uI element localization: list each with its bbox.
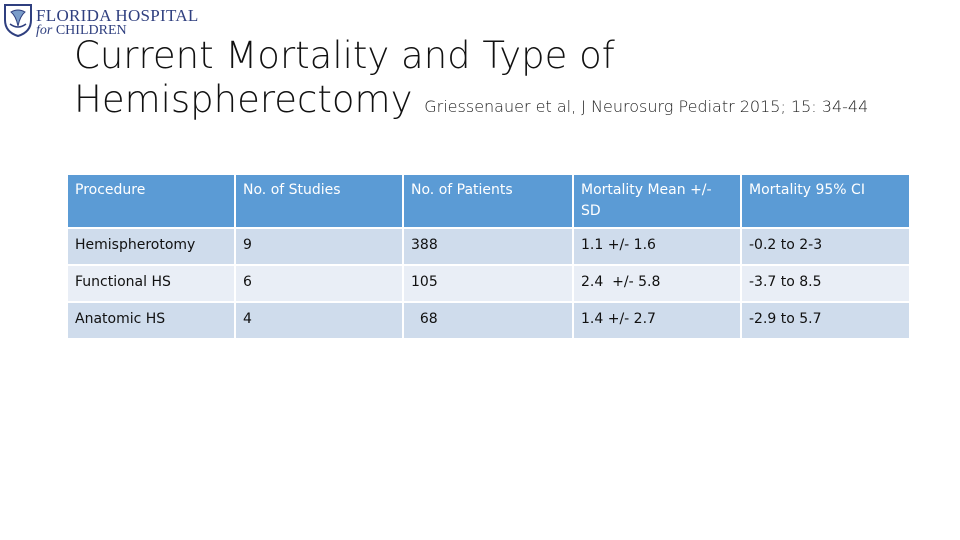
cell-studies: 6 [235, 265, 403, 302]
cell-patients: 388 [403, 228, 573, 265]
header-mortality-95-ci: Mortality 95% CI [741, 174, 910, 228]
header-procedure: Procedure [67, 174, 235, 228]
title-line2 [74, 78, 868, 129]
cell-procedure: Anatomic HS [67, 302, 235, 339]
table-header-row [67, 174, 910, 228]
cell-studies: 9 [235, 228, 403, 265]
citation: Griessenauer et al, J Neurosurg Pediatr 2015; 15: 34-44 [424, 97, 869, 116]
logo-text-line1: FLORIDA HOSPITAL [36, 6, 199, 25]
cell-mortality-ci: -3.7 to 8.5 [741, 265, 910, 302]
slide-title [74, 34, 868, 129]
cell-mortality-ci: -0.2 to 2-3 [741, 228, 910, 265]
header-mortality-mean-sd: Mortality Mean +/- SD [573, 174, 741, 228]
title-line1: Current Mortality and Type of [74, 34, 615, 77]
cell-procedure: Functional HS [67, 265, 235, 302]
mortality-table [66, 173, 911, 340]
cell-patients: 68 [403, 302, 573, 339]
table-row [67, 265, 910, 302]
cell-procedure: Hemispherotomy [67, 228, 235, 265]
title-line2-text: Hemispherectomy [74, 78, 413, 121]
cell-mortality-mean: 2.4 +/- 5.8 [573, 265, 741, 302]
header-no-of-studies: No. of Studies [235, 174, 403, 228]
cell-mortality-ci: -2.9 to 5.7 [741, 302, 910, 339]
header-no-of-patients: No. of Patients [403, 174, 573, 228]
cell-mortality-mean: 1.1 +/- 1.6 [573, 228, 741, 265]
cell-studies: 4 [235, 302, 403, 339]
hospital-emblem-icon [2, 2, 34, 38]
logo-text-children: CHILDREN [55, 23, 127, 38]
cell-patients: 105 [403, 265, 573, 302]
cell-mortality-mean: 1.4 +/- 2.7 [573, 302, 741, 339]
logo-text-for: for [36, 23, 53, 38]
table-row [67, 228, 910, 265]
table-row [67, 302, 910, 339]
